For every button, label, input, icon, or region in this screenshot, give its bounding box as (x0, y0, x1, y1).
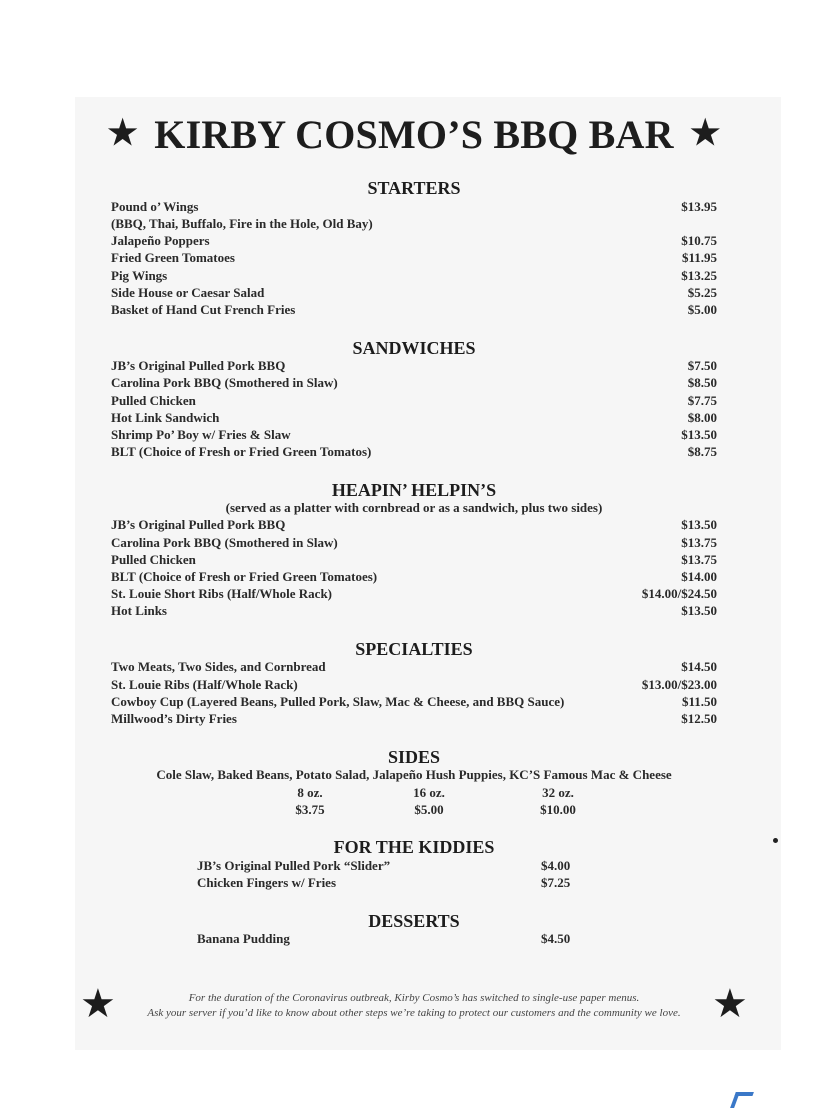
menu-item (111, 569, 717, 586)
menu-item (111, 233, 717, 250)
item-price: $8.50 (687, 375, 717, 390)
item-name: BLT (Choice of Fresh or Fried Green Tomatos) (111, 444, 372, 459)
item-name: Pulled Chicken (111, 393, 196, 408)
item-name: Two Meats, Two Sides, and Cornbread (111, 659, 326, 674)
item-name: BLT (Choice of Fresh or Fried Green Tomatoes) (111, 569, 378, 584)
menu-item (111, 603, 717, 620)
menu-item (111, 535, 717, 552)
item-name: Carolina Pork BBQ (Smothered in Slaw) (111, 535, 338, 550)
star-icon: ★ (107, 115, 139, 152)
size-price: $5.00 (414, 802, 444, 817)
menu-item (111, 694, 717, 711)
item-name: Pig Wings (111, 268, 168, 283)
menu-title: KIRBY COSMO’S BBQ BAR (154, 112, 674, 157)
item-name: Hot Link Sandwich (111, 410, 220, 425)
footer-line-1: For the duration of the Coronavirus outbreak, Kirby Cosmo’s has switched to single-use paper menus. (188, 992, 640, 1004)
kid-item-name: Chicken Fingers w/ Fries (197, 875, 337, 890)
sides-heading: SIDES (387, 747, 441, 767)
heapin-note: (served as a platter with cornbread or as a sandwich, plus two sides) (225, 500, 603, 515)
menu-item (111, 677, 717, 694)
item-name: Basket of Hand Cut French Fries (111, 302, 296, 317)
item-name: Fried Green Tomatoes (111, 250, 235, 265)
dessert-item-price: $4.50 (541, 931, 571, 946)
item-price: $7.50 (687, 358, 717, 373)
item-name: Shrimp Po’ Boy w/ Fries & Slaw (111, 427, 291, 442)
item-price: $14.00/$24.50 (641, 586, 717, 601)
item-name: Pound o’ Wings (111, 199, 199, 214)
item-price: $13.75 (681, 535, 717, 550)
footer-line-2: Ask your server if you’d like to know about other steps we’re taking to protect our customers and the community we love. (147, 1007, 681, 1019)
item-name: JB’s Original Pulled Pork BBQ (111, 358, 286, 373)
kiddies-heading: FOR THE KIDDIES (333, 837, 495, 857)
starters-heading: STARTERS (367, 178, 461, 198)
item-name: Pulled Chicken (111, 552, 196, 567)
dot-mark (773, 838, 778, 843)
item-price: $5.00 (687, 302, 717, 317)
menu-item (111, 711, 717, 728)
item-price: $8.00 (687, 410, 717, 425)
item-name: St. Louie Short Ribs (Half/Whole Rack) (111, 586, 333, 601)
item-price: $8.75 (687, 444, 717, 459)
item-name: Millwood’s Dirty Fries (111, 711, 237, 726)
size-label: 8 oz. (297, 785, 323, 800)
menu-item (111, 216, 717, 233)
item-name: Jalapeño Poppers (111, 233, 210, 248)
item-name: Carolina Pork BBQ (Smothered in Slaw) (111, 375, 338, 390)
item-price: $13.75 (681, 552, 717, 567)
item-price: $14.00 (681, 569, 717, 584)
item-name: St. Louie Ribs (Half/Whole Rack) (111, 677, 298, 692)
item-name: Side House or Caesar Salad (111, 285, 265, 300)
heapin-heading: HEAPIN’ HELPIN’S (331, 480, 497, 500)
menu-item (111, 552, 717, 569)
menu-item (111, 375, 717, 392)
item-name: Cowboy Cup (Layered Beans, Pulled Pork, Slaw, Mac & Cheese, and BBQ Sauce) (111, 694, 565, 709)
kid-item-name: JB’s Original Pulled Pork “Slider” (197, 858, 391, 873)
menu-item (111, 444, 717, 461)
item-price: $13.25 (681, 268, 717, 283)
menu-item (111, 410, 717, 427)
item-price: $5.25 (687, 285, 717, 300)
item-price: $13.50 (681, 427, 717, 442)
item-price: $10.75 (681, 233, 717, 248)
size-price: $3.75 (295, 802, 325, 817)
sandwiches-heading: SANDWICHES (352, 338, 476, 358)
kid-item-price: $4.00 (541, 858, 571, 873)
menu-item (111, 250, 717, 267)
item-price: $14.50 (681, 659, 717, 674)
item-price: $13.95 (681, 199, 717, 214)
menu-item (111, 268, 717, 285)
star-icon: ★ (689, 115, 721, 152)
item-price: $13.50 (681, 517, 717, 532)
item-name: JB’s Original Pulled Pork BBQ (111, 517, 286, 532)
item-name: Hot Links (111, 603, 167, 618)
sides-list: Cole Slaw, Baked Beans, Potato Salad, Jalapeño Hush Puppies, KC’S Famous Mac & Cheese (156, 767, 672, 782)
menu-item (111, 393, 717, 410)
menu-item (111, 517, 717, 534)
item-price: $12.50 (681, 711, 717, 726)
menu-item (111, 358, 717, 375)
dessert-item-name: Banana Pudding (197, 931, 290, 946)
size-label: 16 oz. (413, 785, 445, 800)
size-price: $10.00 (540, 802, 576, 817)
menu-item (111, 427, 717, 444)
size-label: 32 oz. (542, 785, 574, 800)
kid-item-price: $7.25 (541, 875, 571, 890)
menu-item (111, 659, 717, 676)
page-corner-mark (730, 1092, 754, 1108)
item-price: $13.50 (681, 603, 717, 618)
item-name: (BBQ, Thai, Buffalo, Fire in the Hole, Old Bay) (111, 216, 373, 231)
item-price: $11.95 (681, 250, 717, 265)
item-price: $7.75 (687, 393, 717, 408)
menu-item (111, 199, 717, 216)
menu-item (111, 302, 717, 319)
menu-title-row (0, 111, 828, 158)
desserts-heading: DESSERTS (368, 911, 460, 931)
star-icon: ★ (80, 981, 116, 1026)
item-price: $11.50 (681, 694, 717, 709)
menu-item (111, 586, 717, 603)
star-icon: ★ (712, 981, 748, 1026)
specialties-heading: SPECIALTIES (355, 639, 473, 659)
item-price: $13.00/$23.00 (641, 677, 717, 692)
menu-item (111, 285, 717, 302)
